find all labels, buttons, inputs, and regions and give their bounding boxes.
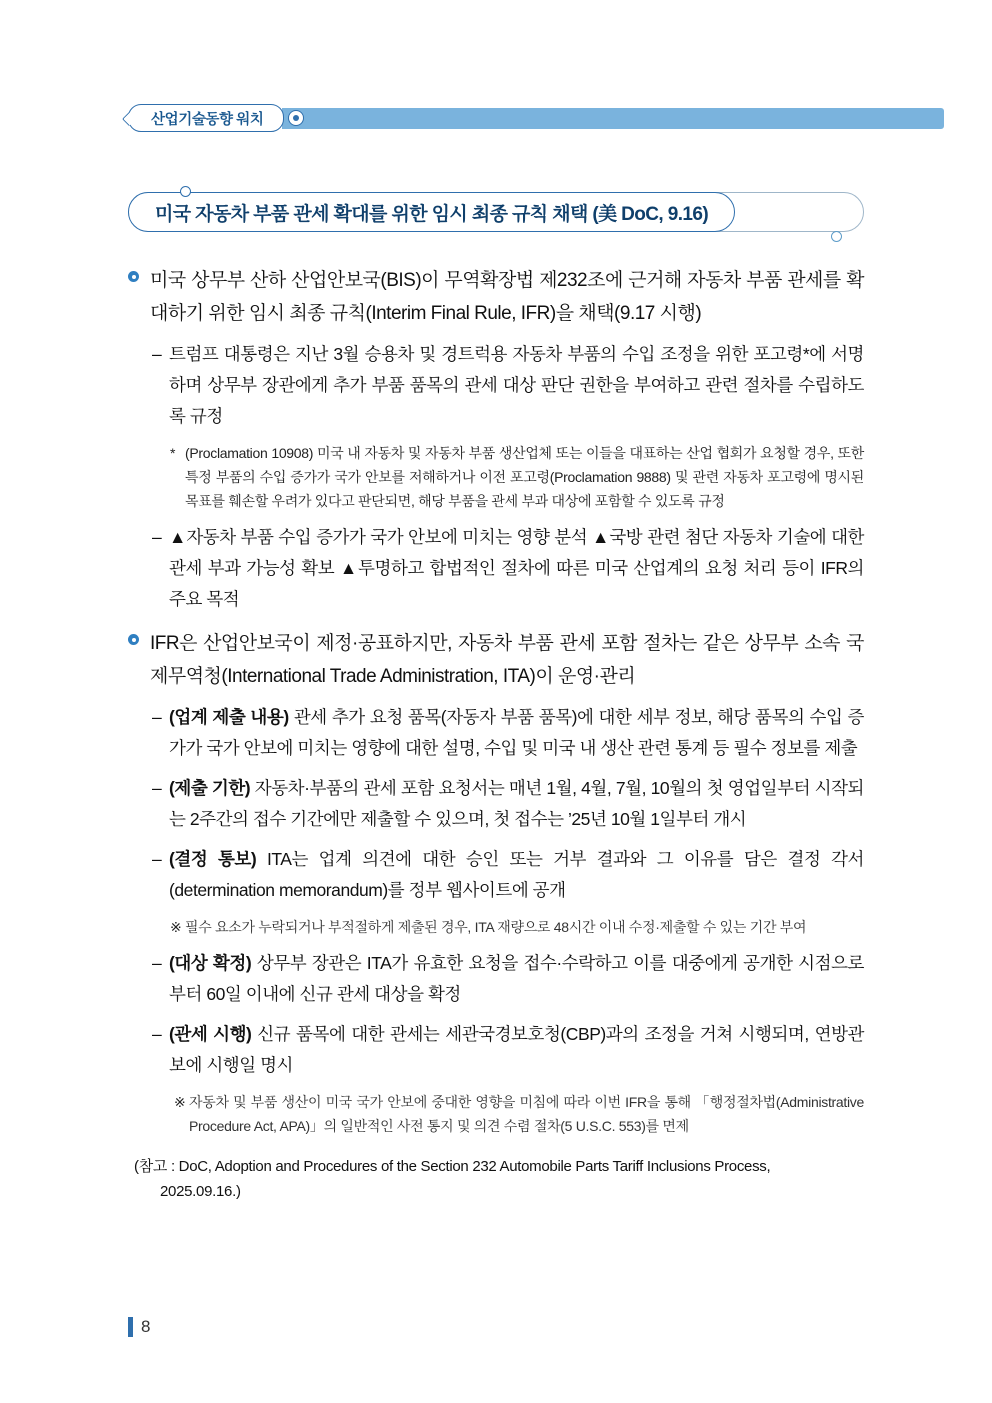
dash-text (169, 844, 864, 906)
page-number: 8 (141, 1317, 151, 1336)
dash-text (169, 702, 864, 764)
bullet-text: 미국 상무부 산하 산업안보국(BIS)이 무역확장법 제232조에 근거해 자동차 부품 관세를 확대하기 위한 임시 최종 규칙(Interim Final Rule, IFR)을 채택(9.17 시행) (150, 270, 864, 324)
running-head (128, 104, 944, 132)
footnote-item (128, 1090, 864, 1138)
dash-marker-icon: – (152, 953, 162, 973)
source-line-1: (참고 : DoC, Adoption and Procedures of the Section 232 Automobile Parts Tariff Inclusions Process, (134, 1158, 771, 1175)
footnote-text: 자동차 및 부품 생산이 미국 국가 안보에 중대한 영향을 미침에 따라 이번 IFR을 통해 「행정절차법(Administrative Procedure Act, APA)」의 일반적인 사전 통지 및 의견 수렴 절차(5 U.S.C. 553)를 면제 (189, 1094, 864, 1134)
dash-item (128, 948, 864, 1010)
footnote-item (128, 441, 864, 513)
footnote-marker-icon: ※ (174, 1094, 186, 1110)
dash-text (169, 1019, 864, 1081)
dash-item (128, 1019, 864, 1081)
dash-text: 트럼프 대통령은 지난 3월 승용차 및 경트럭용 자동차 부품의 수입 조정을 위한 포고령*에 서명하며 상무부 장관에게 추가 부품 품목의 관세 대상 판단 권한을 부여하고 관련 절차를 수립하도록 규정 (169, 344, 864, 426)
dash-text-body: ITA는 업계 의견에 대한 승인 또는 거부 결과와 그 이유를 담은 결정 각서(determination memorandum)를 정부 웹사이트에 공개 (169, 849, 864, 900)
circle-knob-icon (288, 110, 304, 126)
dash-marker-icon: – (152, 344, 162, 364)
running-head-label: 산업기술동향 워치 (151, 111, 264, 128)
dash-text-lead: (결정 통보) (169, 849, 257, 869)
title-dot-top-icon (180, 186, 191, 197)
bullet-dot-icon (128, 264, 150, 282)
dash-text (169, 948, 864, 1010)
dash-marker-icon: – (152, 707, 162, 727)
source-text (134, 1154, 864, 1204)
dash-text: ▲자동차 부품 수입 증가가 국가 안보에 미치는 영향 분석 ▲국방 관련 첨단 자동차 기술에 대한 관세 부과 가능성 확보 ▲투명하고 합법적인 절차에 따른 미국 산업계의 요청 처리 등이 IFR의 주요 목적 (169, 527, 864, 609)
dash-item (128, 844, 864, 906)
dash-text-body: 관세 추가 요청 품목(자동자 부품 품목)에 대한 세부 정보, 해당 품목의 수입 증가가 국가 안보에 미치는 영향에 대한 설명, 수입 및 미국 내 생산 관련 통계 등 필수 정보를 제출 (169, 707, 865, 758)
dash-text-body: 신규 품목에 대한 관세는 세관국경보호청(CBP)과의 조정을 거쳐 시행되며, 연방관보에 시행일 명시 (169, 1024, 864, 1075)
footnote-text: 필수 요소가 누락되거나 부적절하게 제출된 경우, ITA 재량으로 48시간 이내 수정·제출할 수 있는 기간 부여 (185, 919, 807, 935)
dash-text-lead: (관세 시행) (169, 1024, 252, 1044)
dash-marker-icon: – (152, 527, 162, 547)
running-head-tab (128, 104, 284, 132)
dash-item (128, 339, 864, 432)
dash-text-body: 자동차·부품의 관세 포함 요청서는 매년 1월, 4월, 7월, 10월의 첫 영업일부터 시작되는 2주간의 접수 기간에만 제출할 수 있으며, 첫 접수는 ’25년 10월 1일부터 개시 (169, 778, 864, 829)
dash-text-body: 상무부 장관은 ITA가 유효한 요청을 접수·수락하고 이를 대중에게 공개한 시점으로부터 60일 이내에 신규 관세 대상을 확정 (169, 953, 864, 1004)
source-line-2: 2025.09.16.) (160, 1183, 241, 1200)
footnote-item (128, 915, 864, 939)
source-reference (128, 1154, 864, 1204)
dash-item (128, 522, 864, 615)
footnote-marker-icon: * (170, 445, 176, 461)
dash-text-lead: (대상 확정) (169, 953, 252, 973)
dash-text-lead: (업계 제출 내용) (169, 707, 289, 727)
bullet-text: IFR은 산업안보국이 제정·공표하지만, 자동차 부품 관세 포함 절차는 같은 상무부 소속 국제무역청(International Trade Administration, ITA)이 운영·관리 (150, 633, 864, 687)
bullet-dot-icon (128, 627, 150, 645)
footnote-text: (Proclamation 10908) 미국 내 자동차 및 자동차 부품 생산업체 또는 이들을 대표하는 산업 협회가 요청할 경우, 또한 특정 부품의 수입 증가가 국가 안보를 저해하거나 이전 포고령(Proclamation 9888) 및 관련 자동차 포고령에 명시된 목표를 훼손할 우려가 있다고 판단되면, 해당 부품을 관세 부과 대상에 포함할 수 있도록 규정 (185, 445, 864, 509)
document-body (128, 252, 864, 1204)
footer-bar-icon (128, 1317, 133, 1337)
bullet-item (128, 264, 864, 330)
dash-marker-icon: – (152, 849, 162, 869)
title-container (128, 192, 864, 236)
page-footer (128, 1317, 150, 1337)
title-dot-bottom-icon (831, 231, 842, 242)
dash-item (128, 702, 864, 764)
bullet-item (128, 627, 864, 693)
dash-text (169, 773, 864, 835)
footnote-marker-icon: ※ (170, 919, 182, 935)
page-title: 미국 자동차 부품 관세 확대를 위한 임시 최종 규칙 채택 (美 DoC, 9.16) (128, 192, 735, 232)
running-head-bar (282, 108, 944, 129)
dash-marker-icon: – (152, 778, 162, 798)
dash-text-lead: (제출 기한) (169, 778, 251, 798)
dash-item (128, 773, 864, 835)
dash-marker-icon: – (152, 1024, 162, 1044)
